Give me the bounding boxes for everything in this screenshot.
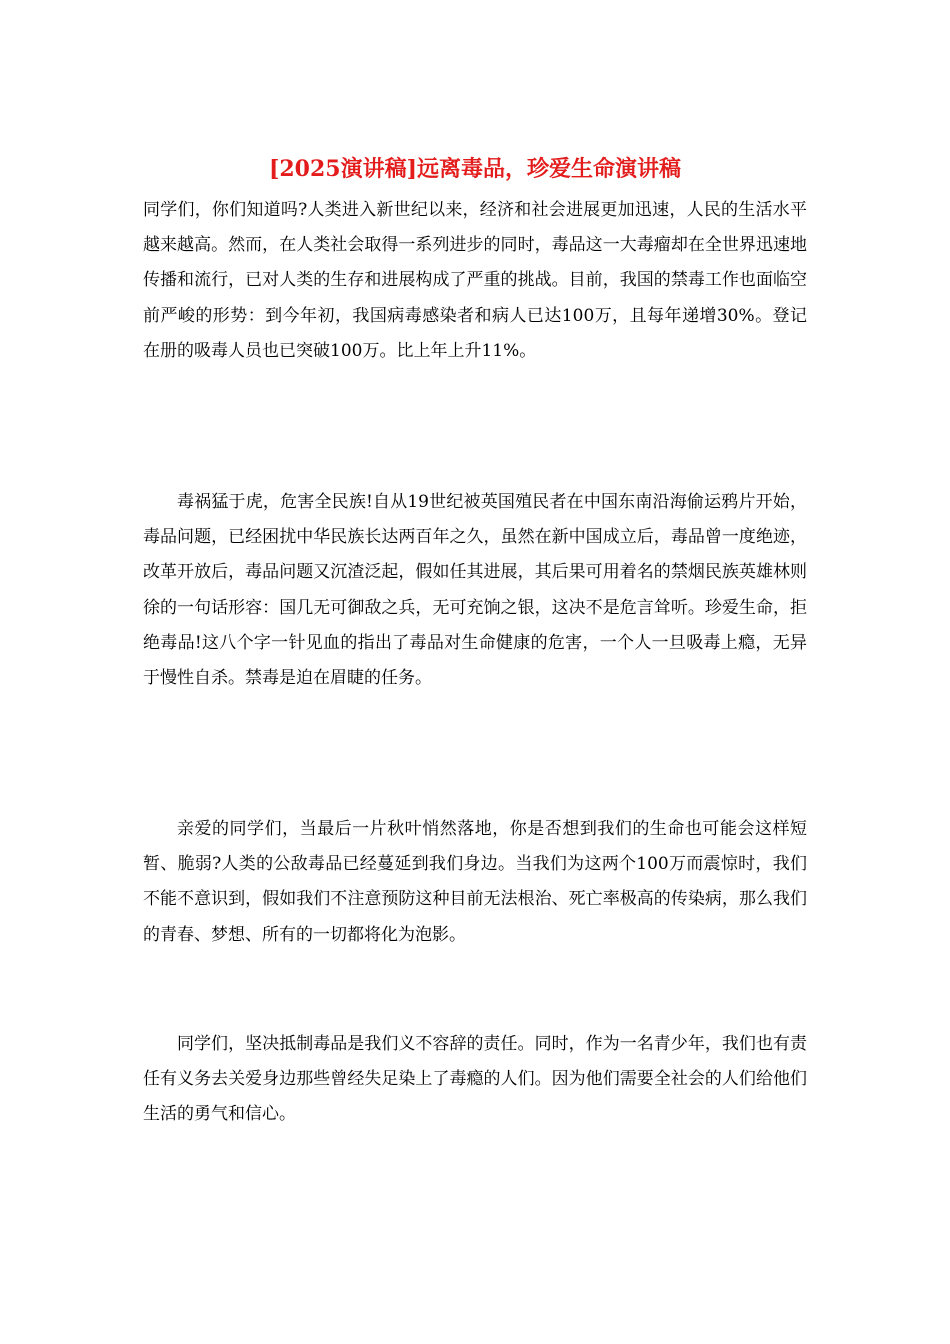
paragraph-2: 毒祸猛于虎，危害全民族!自从19世纪被英国殖民者在中国东南沿海偷运鸦片开始，毒品问题，已经困扰中华民族长达两百年之久，虽然在新中国成立后，毒品曾一度绝迹，改革开放后，毒品问题又沉渣泛起，假如任其进展，其后果可用着名的禁烟民族英雄林则徐的一句话形容：国几无可御敌之兵，无可充饷之银，这决不是危言耸听。珍爱生命，拒绝毒品!这八个字一针见血的指出了毒品对生命健康的危害，一个人一旦吸毒上瘾，无异于慢性自杀。禁毒是迫在眉睫的任务。 bbox=[143, 492, 807, 689]
document-title: [2025演讲稿]远离毒品，珍爱生命演讲稿 bbox=[268, 156, 682, 182]
paragraph-4: 同学们，坚决抵制毒品是我们义不容辞的责任。同时，作为一名青少年，我们也有责任有义务去关爱身边那些曾经失足染上了毒瘾的人们。因为他们需要全社会的人们给他们生活的勇气和信心。 bbox=[143, 1034, 807, 1125]
paragraph-1: 同学们，你们知道吗?人类进入新世纪以来，经济和社会进展更加迅速，人民的生活水平越来越高。然而，在人类社会取得一系列进步的同时，毒品这一大毒瘤却在全世界迅速地传播和流行，已对人类的生存和进展构成了严重的挑战。目前，我国的禁毒工作也面临空前严峻的形势：到今年初，我国病毒感染者和病人已达100万，且每年递增30%。登记在册的吸毒人员也已突破100万。比上年上升11%。 bbox=[143, 200, 807, 361]
paragraph-3: 亲爱的同学们，当最后一片秋叶悄然落地，你是否想到我们的生命也可能会这样短暂、脆弱?人类的公敌毒品已经蔓延到我们身边。当我们为这两个100万而震惊时，我们不能不意识到，假如我们不注意预防这种目前无法根治、死亡率极高的传染病，那么我们的青春、梦想、所有的一切都将化为泡影。 bbox=[143, 819, 807, 945]
